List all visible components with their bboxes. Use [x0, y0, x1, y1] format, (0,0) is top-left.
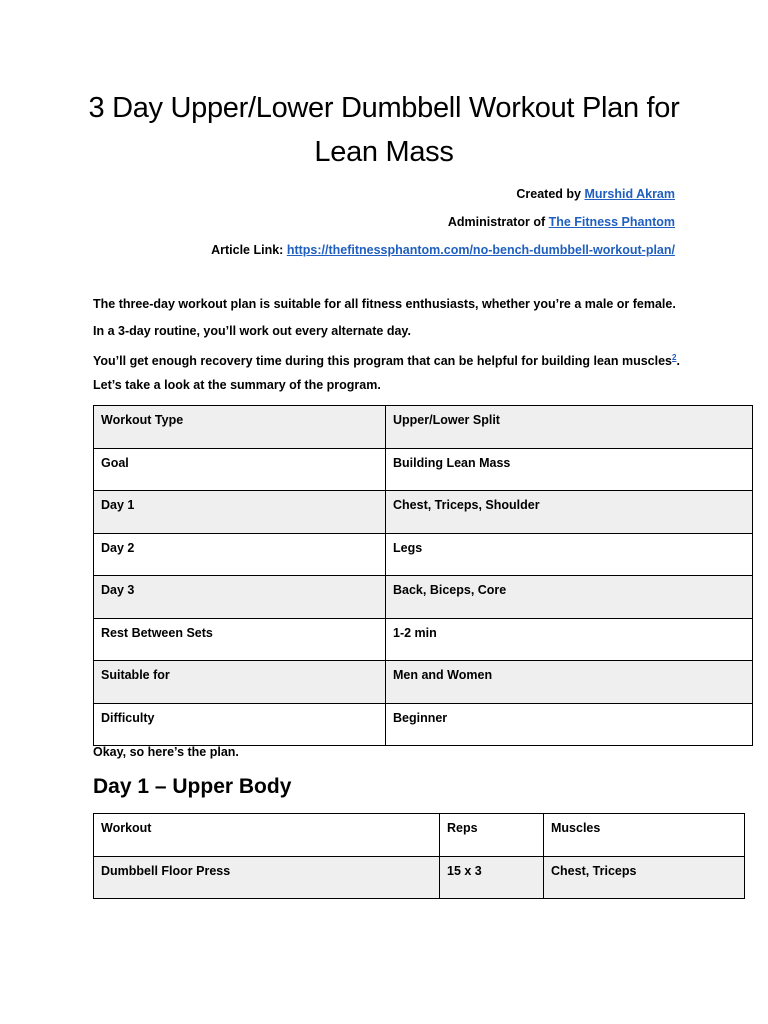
summary-label: Difficulty [94, 703, 386, 746]
page-title: 3 Day Upper/Lower Dumbbell Workout Plan for Lean Mass [88, 92, 680, 168]
table-row [94, 448, 753, 491]
table-row [94, 618, 753, 661]
day1-heading: Day 1 – Upper Body [93, 775, 292, 798]
day1-workout-table [93, 813, 745, 899]
site-link[interactable]: The Fitness Phantom [548, 215, 675, 229]
summary-value: Back, Biceps, Core [386, 576, 753, 619]
summary-label: Workout Type [94, 406, 386, 449]
summary-label: Rest Between Sets [94, 618, 386, 661]
summary-label: Suitable for [94, 661, 386, 704]
intro-paragraph-3 [93, 350, 680, 369]
column-header-muscles: Muscles [544, 814, 745, 857]
author-label: Created by [516, 187, 585, 201]
table-row [94, 856, 745, 899]
column-header-reps: Reps [440, 814, 544, 857]
table-row [94, 661, 753, 704]
table-header-row [94, 814, 745, 857]
table-row [94, 406, 753, 449]
table-row [94, 576, 753, 619]
article-line [211, 242, 675, 258]
summary-label: Day 1 [94, 491, 386, 534]
summary-label: Goal [94, 448, 386, 491]
column-header-workout: Workout [94, 814, 440, 857]
summary-value: Legs [386, 533, 753, 576]
program-summary-table [93, 405, 753, 746]
summary-label: Day 3 [94, 576, 386, 619]
summary-value: Men and Women [386, 661, 753, 704]
admin-line [448, 214, 675, 230]
summary-value: Building Lean Mass [386, 448, 753, 491]
author-line [516, 186, 675, 202]
intro-paragraph-3-end: . [676, 354, 680, 369]
intro-paragraph-4: Let’s take a look at the summary of the program. [93, 378, 381, 392]
summary-value: 1-2 min [386, 618, 753, 661]
intro-paragraph-2: In a 3-day routine, you’ll work out every alternate day. [93, 324, 411, 338]
table-row [94, 491, 753, 534]
summary-value: Upper/Lower Split [386, 406, 753, 449]
author-link[interactable]: Murshid Akram [584, 187, 675, 201]
plan-intro-text: Okay, so here’s the plan. [93, 745, 239, 759]
summary-label: Day 2 [94, 533, 386, 576]
admin-label: Administrator of [447, 215, 549, 229]
table-row [94, 533, 753, 576]
summary-value: Beginner [386, 703, 753, 746]
article-link[interactable]: https://thefitnessphantom.com/no-bench-dumbbell-workout-plan/ [286, 243, 675, 257]
intro-paragraph-1: The three-day workout plan is suitable for all fitness enthusiasts, whether you’re a male or female. [93, 297, 676, 311]
summary-value: Chest, Triceps, Shoulder [386, 491, 753, 534]
workout-muscles: Chest, Triceps [544, 856, 745, 899]
intro-paragraph-3-text: You’ll get enough recovery time during this program that can be helpful for building lean muscles [93, 354, 673, 369]
footnote-ref-link[interactable]: 2 [672, 353, 677, 362]
workout-reps: 15 x 3 [440, 856, 544, 899]
article-label: Article Link: [211, 243, 287, 257]
workout-name: Dumbbell Floor Press [94, 856, 440, 899]
table-row [94, 703, 753, 746]
